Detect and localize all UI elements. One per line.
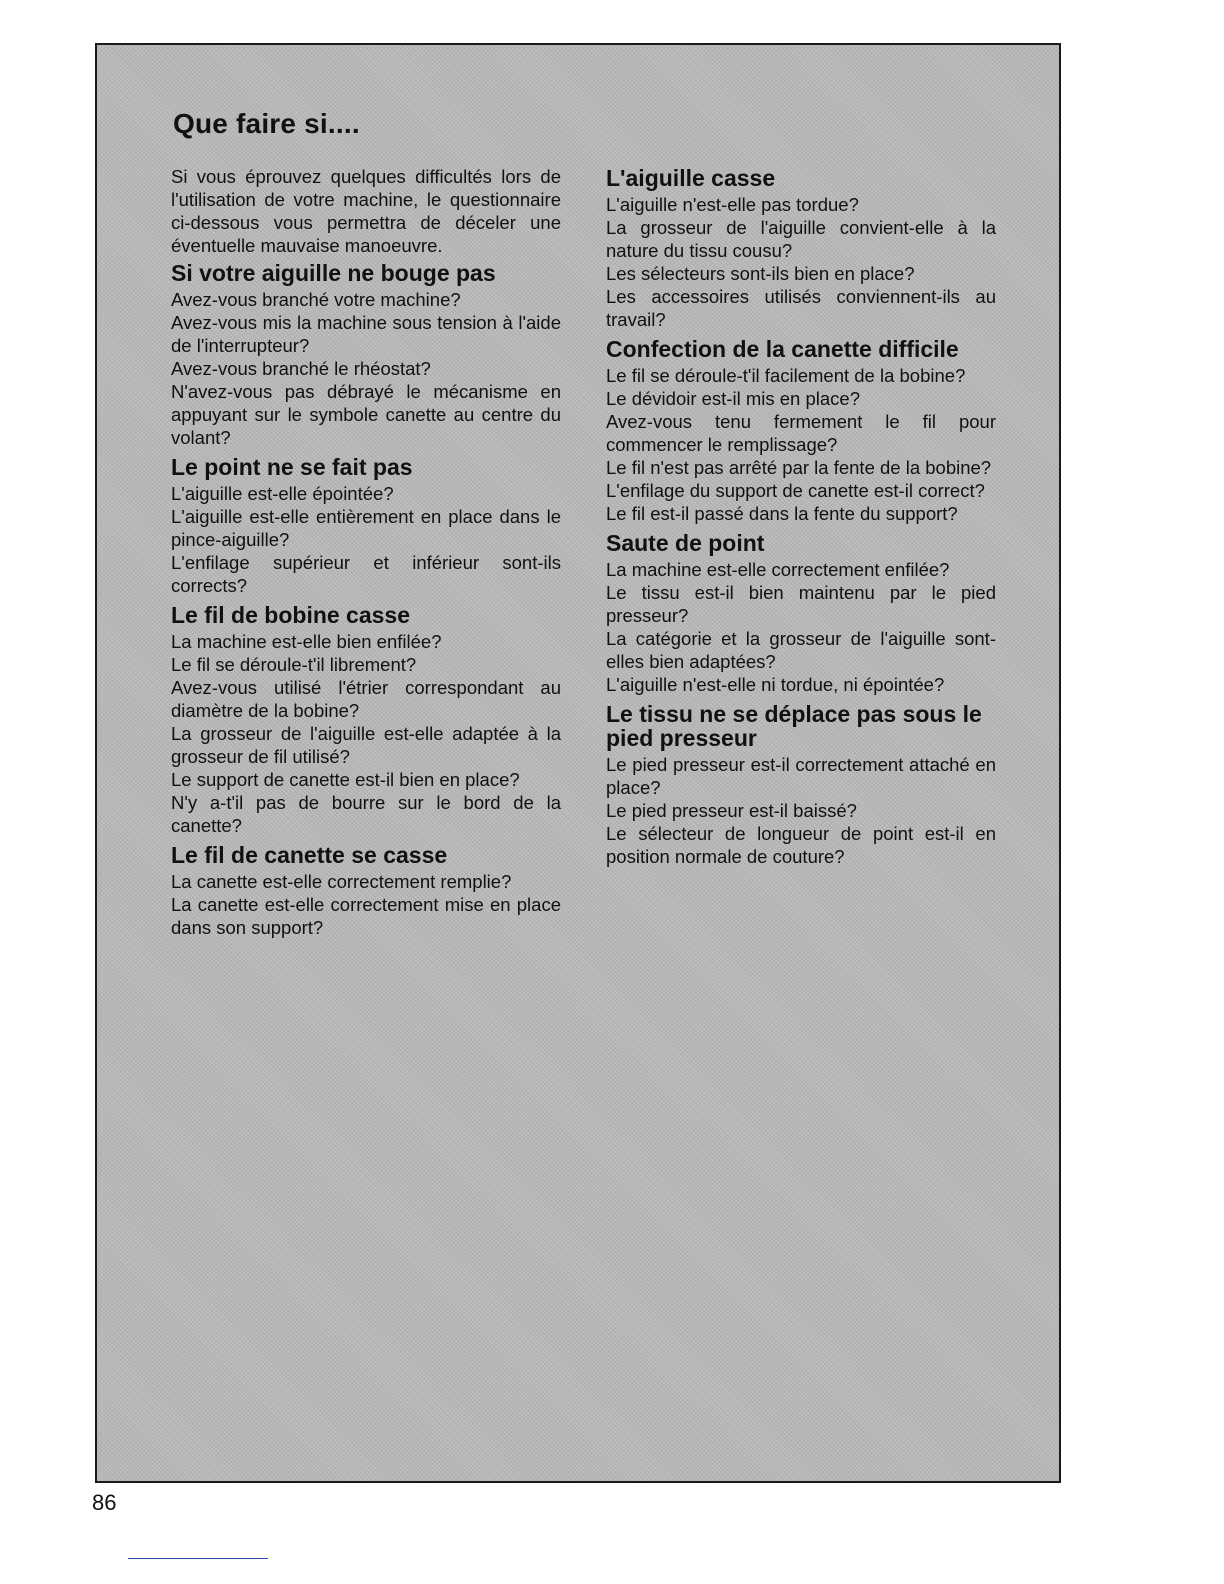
question: Le pied presseur est-il baissé? xyxy=(606,800,857,821)
question: N'avez-vous pas débrayé le mécanisme en appuyant sur le symbole canette au centre du volant? xyxy=(171,381,561,448)
question: L'aiguille est-elle épointée? xyxy=(171,483,394,504)
question: Le pied presseur est-il correctement attaché en place? xyxy=(606,754,996,798)
question: L'aiguille n'est-elle pas tordue? xyxy=(606,194,859,215)
question: La canette est-elle correctement remplie? xyxy=(171,871,512,892)
question: La grosseur de l'aiguille est-elle adaptée à la grosseur de fil utilisé? xyxy=(171,723,561,767)
question: Les accessoires utilisés conviennent-ils au travail? xyxy=(606,286,996,330)
bottom-rule xyxy=(128,1558,268,1559)
section-fil-de-canette-se-casse xyxy=(171,843,561,939)
page-number: 86 xyxy=(92,1490,117,1515)
section-heading: L'aiguille casse xyxy=(606,165,776,191)
section-aiguille-ne-bouge-pas xyxy=(171,261,561,449)
question: Le tissu est-il bien maintenu par le pied presseur? xyxy=(606,582,996,626)
section-tissu-ne-se-deplace-pas xyxy=(606,702,996,868)
section-aiguille-casse xyxy=(606,166,996,331)
question: Avez-vous utilisé l'étrier correspondant au diamètre de la bobine? xyxy=(171,677,561,721)
question: Avez-vous tenu fermement le fil pour commencer le remplissage? xyxy=(606,411,996,455)
section-point-ne-se-fait-pas xyxy=(171,455,561,597)
intro-paragraph: Si vous éprouvez quelques difficultés lors de l'utilisation de votre machine, le questionnaire ci-dessous vous permettra de déceler une éventuelle mauvaise manoeuvre. xyxy=(171,166,561,256)
question: Le fil n'est pas arrêté par la fente de la bobine? xyxy=(606,457,992,478)
section-fil-de-bobine-casse xyxy=(171,603,561,837)
question: L'enfilage du support de canette est-il correct? xyxy=(606,480,985,501)
question: La machine est-elle correctement enfilée? xyxy=(606,559,950,580)
question: Le sélecteur de longueur de point est-il en position normale de couture? xyxy=(606,823,996,867)
question: L'aiguille est-elle entièrement en place dans le pince-aiguille? xyxy=(171,506,561,550)
question: Les sélecteurs sont-ils bien en place? xyxy=(606,263,915,284)
question: N'y a-t'il pas de bourre sur le bord de la canette? xyxy=(171,792,561,836)
question: Le fil est-il passé dans la fente du support? xyxy=(606,503,958,524)
left-column xyxy=(171,165,561,945)
question: Le fil se déroule-t'il facilement de la bobine? xyxy=(606,365,966,386)
section-heading: Confection de la canette difficile xyxy=(606,336,959,362)
page-title: Que faire si.... xyxy=(173,108,360,139)
question: Avez-vous branché votre machine? xyxy=(171,289,461,310)
question: La catégorie et la grosseur de l'aiguille sont-elles bien adaptées? xyxy=(606,628,996,672)
section-heading: Le tissu ne se déplace pas sous le pied presseur xyxy=(606,701,982,751)
question: L'enfilage supérieur et inférieur sont-ils corrects? xyxy=(171,552,561,596)
section-saute-de-point xyxy=(606,531,996,696)
right-column xyxy=(606,166,996,874)
section-heading: Si votre aiguille ne bouge pas xyxy=(171,260,496,286)
question: Le support de canette est-il bien en place? xyxy=(171,769,520,790)
question: Avez-vous branché le rhéostat? xyxy=(171,358,431,379)
question: La machine est-elle bien enfilée? xyxy=(171,631,442,652)
section-confection-canette-difficile xyxy=(606,337,996,525)
section-heading: Le fil de bobine casse xyxy=(171,602,411,628)
section-heading: Le fil de canette se casse xyxy=(171,842,448,868)
question: L'aiguille n'est-elle ni tordue, ni épointée? xyxy=(606,674,945,695)
question: Le dévidoir est-il mis en place? xyxy=(606,388,860,409)
question: Avez-vous mis la machine sous tension à l'aide de l'interrupteur? xyxy=(171,312,561,356)
question: Le fil se déroule-t'il librement? xyxy=(171,654,417,675)
section-heading: Saute de point xyxy=(606,530,765,556)
question: La grosseur de l'aiguille convient-elle à la nature du tissu cousu? xyxy=(606,217,996,261)
section-heading: Le point ne se fait pas xyxy=(171,454,413,480)
question: La canette est-elle correctement mise en place dans son support? xyxy=(171,894,561,938)
